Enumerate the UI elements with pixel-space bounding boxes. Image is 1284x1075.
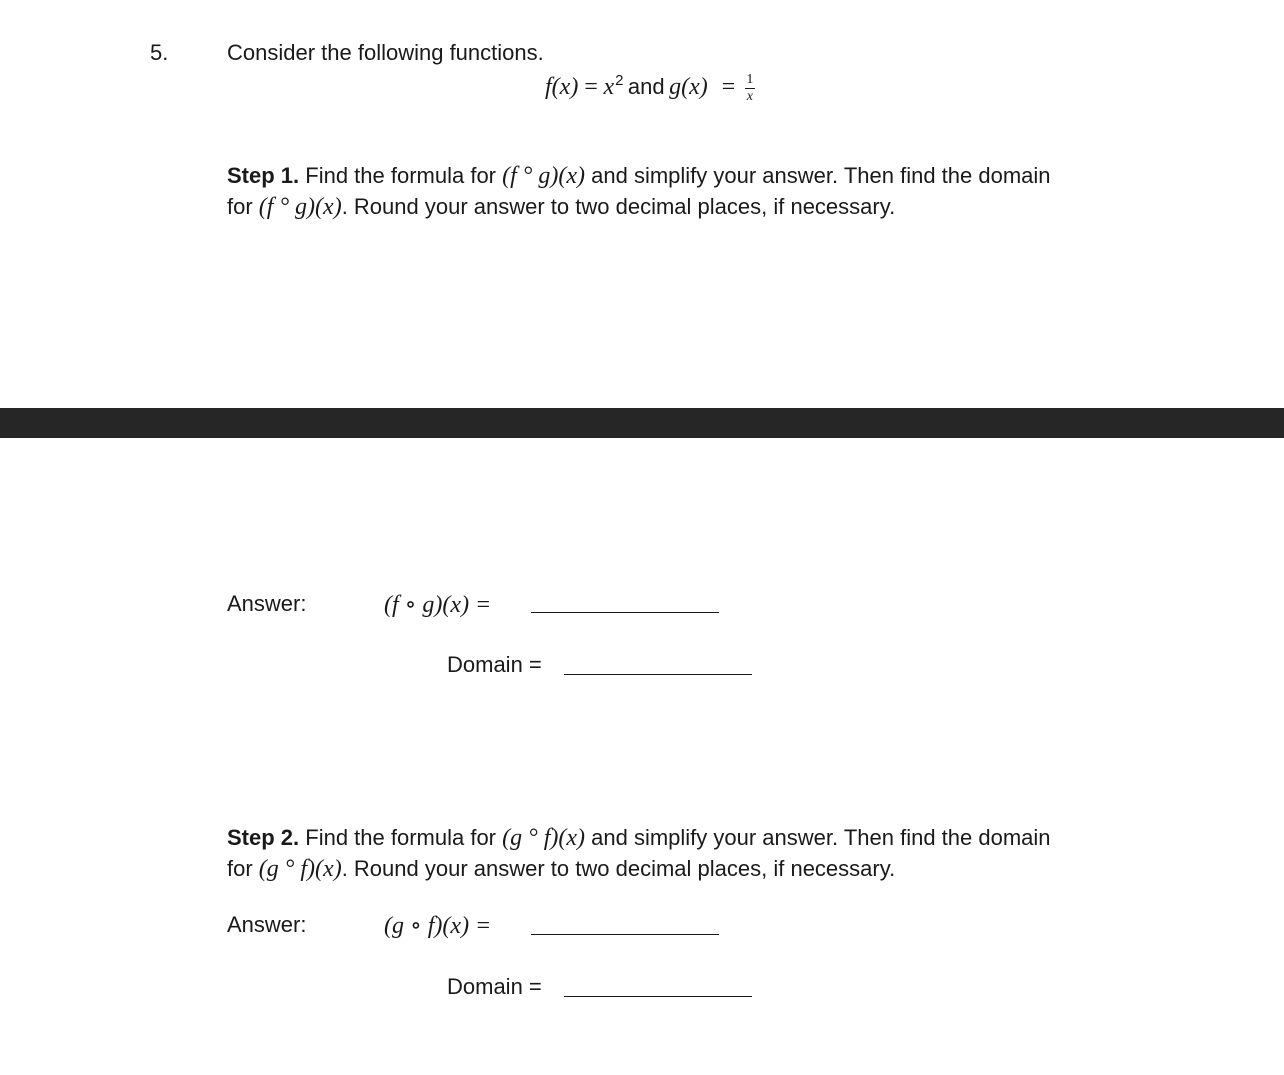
step1-composition: (f ° g)(x) <box>502 163 586 189</box>
step1-line2-a: for <box>227 194 259 219</box>
f-arg: x <box>559 74 571 100</box>
problem-intro: Consider the following functions. <box>227 40 544 65</box>
f-name: f <box>545 74 552 100</box>
g-denominator: x <box>746 89 753 104</box>
g-arg: x <box>689 74 700 100</box>
g-equals: = <box>720 74 737 100</box>
step1-answer-blank[interactable] <box>531 612 719 613</box>
separator-band <box>0 408 1284 438</box>
step2-domain-label: Domain = <box>447 974 542 999</box>
step2-text-b: and simplify your answer. Then find the domain <box>585 825 1051 850</box>
g-fraction <box>745 73 755 104</box>
step2-answer-blank[interactable] <box>531 934 719 935</box>
step1-domain-label: Domain = <box>447 652 542 677</box>
f-equals: = <box>582 74 599 100</box>
step2-line2-b: . Round your answer to two decimal places, if necessary. <box>341 856 896 881</box>
function-definitions: $f(x) = x^2$ and g(x) = $\frac{1}{x}$ <box>545 72 754 104</box>
step2-domain-blank[interactable] <box>564 996 752 997</box>
step2-line2-a: for <box>227 856 259 881</box>
step1-label: Step 1. <box>227 163 300 188</box>
problem-number: 5. <box>150 40 169 65</box>
step2-line1 <box>227 826 1051 850</box>
step1-text-b: and simplify your answer. Then find the domain <box>585 163 1051 188</box>
step1-text-a: Find the formula for <box>299 163 503 188</box>
step2-answer-label: Answer: <box>227 912 307 937</box>
step1-answer-label: Answer: <box>227 591 307 616</box>
step1-answer-expr: (f ∘ g)(x) = <box>384 592 492 618</box>
step2-label: Step 2. <box>227 825 300 850</box>
f-rhs-exponent: 2 <box>615 72 624 89</box>
f-rhs-var: x <box>603 74 615 100</box>
step1-composition-2: (f ° g)(x) <box>258 194 342 220</box>
step2-text-a: Find the formula for <box>299 825 503 850</box>
step2-answer-expr: (g ∘ f)(x) = <box>384 913 492 939</box>
step1-line2-b: . Round your answer to two decimal places, if necessary. <box>341 194 896 219</box>
step1-line2 <box>227 195 895 219</box>
g-numerator: 1 <box>746 72 754 87</box>
step2-line2 <box>227 857 895 881</box>
step2-composition: (g ° f)(x) <box>502 825 586 851</box>
step1-line1 <box>227 164 1051 188</box>
g-name: g <box>669 74 682 100</box>
and-word: and <box>627 74 665 99</box>
step2-composition-2: (g ° f)(x) <box>258 856 342 882</box>
step1-domain-blank[interactable] <box>564 674 752 675</box>
